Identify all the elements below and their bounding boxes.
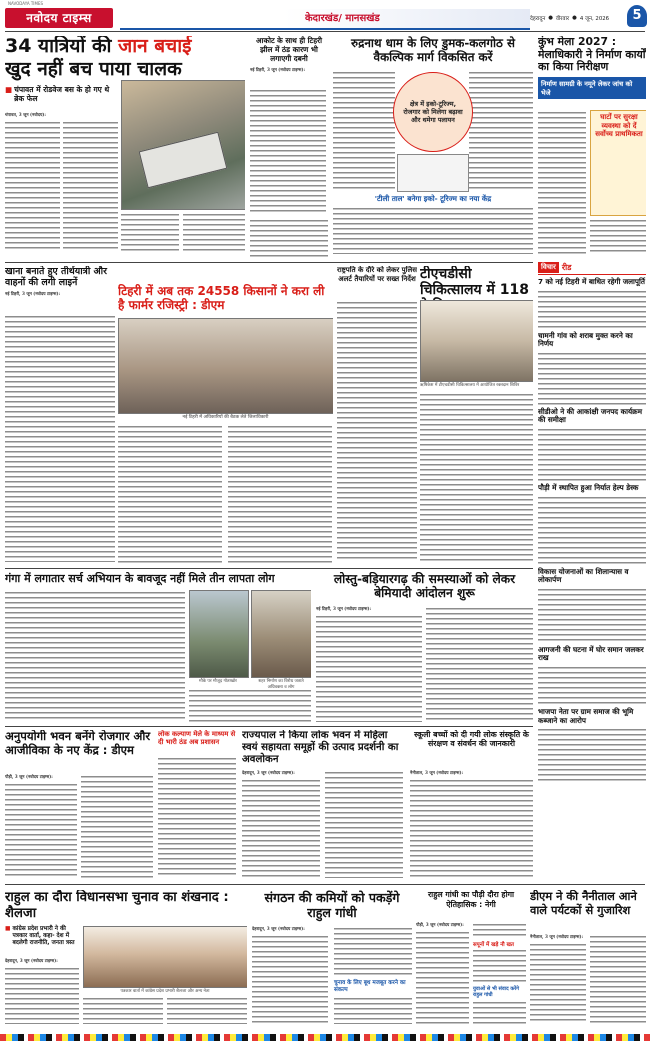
masthead-tiny-edition: NAVODAYA TIMES — [8, 1, 44, 6]
story1-body — [121, 212, 179, 252]
story16-headline: संगठन की कमियों को पकड़ेंगे राहुल गांधी — [264, 890, 400, 920]
boxed-title: घाटों पर सुरक्षा व्यवस्था को दें सर्वोच्च प्राथमिकता — [595, 113, 643, 139]
story16-body — [334, 926, 412, 978]
story9-body — [189, 688, 311, 722]
story6-caption: नई टिहरी में अधिकारियों की बैठक लेते जिलाधिकारी — [182, 415, 269, 420]
dateline-box — [530, 10, 625, 26]
vichar-item-body — [538, 289, 646, 329]
vichar-label: विचार — [538, 262, 559, 273]
story-lostu-movement — [316, 572, 533, 724]
story5-dateline: नई टिहरी, 3 जून (नवोदय टाइम्स): — [5, 291, 61, 297]
story-rahul-pauri — [416, 890, 526, 1026]
date-label: 4 जून, 2026 — [579, 16, 610, 22]
story1-continuation — [250, 218, 328, 258]
story17-body — [473, 922, 526, 938]
story15-body — [167, 996, 247, 1024]
blood-donation-photo — [420, 300, 533, 382]
story8-body — [420, 392, 533, 562]
story11-dateline: पौड़ी, 3 जून (नवोदय टाइम्स): — [5, 774, 53, 779]
story2-body — [250, 88, 326, 214]
story13-headline: राज्यपाल ने किया लोक भवन में महिला स्वयं सहायता समूहों की उत्पाद प्रदर्शनी का अवलोकन — [242, 730, 399, 765]
story6-headline: टिहरी में अब तक 24558 किसानों ने करा ली है फार्मर रजिस्ट्री : डीएम — [118, 284, 325, 312]
bullet-square-icon: ■ — [5, 84, 13, 94]
city-label: देहरादून — [530, 16, 546, 22]
story-blood-donation — [420, 266, 533, 566]
story17-subhead2: युवाओं से भी संवाद करेंगे राहुल गांधी — [473, 986, 520, 998]
story2-dateline: नई टिहरी, 3 जून (नवोदय टाइम्स): — [250, 67, 306, 72]
vichar-item-title: सीडीओ ने की आकांक्षी जनपद कार्यक्रम की समीक्षा — [538, 406, 642, 425]
headline-red: जान बचाई — [118, 36, 192, 57]
story15-body — [83, 996, 163, 1024]
story2-lead: आकोट के साथ ही टिहरी झील में ठंड कारण भी लगाएगी दबनी — [256, 36, 322, 63]
masthead — [0, 0, 650, 30]
weekday-label: वीरवार — [555, 16, 570, 22]
caption-left: मौके पर मौजूद गोताखोर — [199, 679, 237, 684]
separator-dot: ● — [548, 15, 553, 21]
vichar-item-body — [538, 587, 646, 643]
story17-body — [473, 948, 526, 984]
dm-meeting-photo — [118, 318, 333, 414]
vichar-item-title: भाजपा नेता पर ग्राम समाज की भूमि कब्जाने का आरोप — [538, 706, 634, 725]
story8-caption: ऋषिकेश में टीएचडीसी चिकित्सालय में आयोजित रक्तदान शिविर — [420, 383, 520, 388]
press-conference-photo — [83, 926, 247, 988]
story1-body — [5, 120, 60, 250]
story3-body — [333, 70, 395, 190]
highlight-circle — [393, 72, 473, 152]
story9-headline: गंगा में लगातार सर्च अभियान के बावजूद नहीं मिले तीन लापता लोग — [5, 572, 275, 585]
story16-body — [334, 996, 412, 1024]
story10-headline: लोस्तु-बड़ियारगढ़ की समस्याओं को लेकर बेमियादी आंदोलन शुरू — [333, 572, 516, 600]
story13-dateline: देहरादून, 3 जून (नवोदय टाइम्स): — [242, 770, 295, 775]
headline-part1: 34 यात्रियों की — [5, 36, 112, 57]
vichar-item-title: 7 को नई टिहरी में बाधित रहेगी जलापूर्ति — [538, 277, 645, 286]
story-rahul-visit-shailja — [5, 890, 247, 1026]
vichar-item-title: पौड़ी में स्थापित हुआ निर्यात हेल्प डेस्क — [538, 482, 639, 492]
story4-headline: कुंभ मेला 2027 : मेलाधिकारी ने निर्माण कार्यों का किया निरीक्षण — [538, 36, 646, 74]
vichar-item-title: चामनी गांव को शराब मुक्त करने का निर्णय — [538, 330, 633, 349]
story14-headline: स्कूली बच्चों को दी गयी लोक संस्कृति के संरक्षण व संवर्धन की जानकारी — [414, 730, 529, 749]
story-rudranath — [333, 36, 533, 258]
story-lok-kalyan — [158, 730, 238, 880]
story1-body — [63, 120, 118, 250]
story4-body — [538, 110, 586, 254]
divider — [5, 726, 533, 727]
story16-subhead: चुनाव के लिए बूथ मजबूत करने का संकल्प — [334, 980, 406, 993]
story14-body — [410, 778, 533, 878]
bullet-text: कांग्रेस प्रदेश प्रभारी ने की पत्रकार वार्ता, कहा- देश में बदलेगी राजनीति, जनता त्रस्त — [12, 926, 75, 946]
vichar-item-title: विकास योजनाओं का शिलान्यास व लोकार्पण — [538, 566, 629, 585]
vichar-item-body — [538, 427, 646, 481]
bullet-text: चंपावत में रोडवेज बस के हो गए थे ब्रेक फेल — [14, 84, 110, 103]
story-farmer-registry — [118, 284, 333, 566]
story18-dateline: नैनीताल, 3 जून (नवोदय टाइम्स): — [530, 934, 584, 939]
story-president-visit — [337, 266, 417, 566]
story5-headline: खाना बनाते हुए तीर्थयात्री और वाहनों की लगी लाइनें — [5, 266, 107, 289]
vichar-item-title: आगजनी की घटना में घोर समान जलकर राख — [538, 644, 644, 663]
story10-dateline: नई टिहरी, 3 जून (नवोदय टाइम्स): — [316, 606, 372, 611]
story3-inset-box — [397, 154, 469, 192]
vichar-item-body — [538, 495, 646, 565]
story1-bullet — [5, 85, 117, 103]
story-kumbh — [538, 36, 646, 258]
story-governor — [242, 730, 405, 880]
divider — [5, 884, 645, 885]
vichar-column — [538, 262, 646, 902]
story-rahul-organization — [252, 890, 412, 1026]
bus-accident-photo — [121, 80, 245, 210]
masthead-logo — [5, 8, 113, 28]
vichar-item-body — [538, 351, 646, 405]
story10-body — [316, 614, 422, 722]
story1-dateline: चंपावत, 3 जून (नवोदय): — [5, 112, 46, 117]
story4-bar: निर्माण सामग्री के नमूने लेकर जांच को भेजे — [538, 77, 646, 99]
story11-body — [5, 782, 77, 878]
headline-line2: खुद नहीं बच पाया चालक — [5, 58, 182, 81]
story17-body — [473, 1000, 526, 1024]
story5-body — [5, 314, 115, 562]
story-school-culture — [410, 730, 533, 880]
story-unused-buildings — [5, 730, 155, 880]
story3-body — [333, 206, 533, 254]
story-bus-accident — [5, 36, 245, 256]
circle-text: क्षेत्र में इको-टूरिज्म, रोजगार को मिलेगा बढ़ावा और थमेगा पलायन — [403, 100, 463, 124]
edition-title-bar — [120, 9, 530, 30]
story16-body — [252, 934, 328, 1024]
story3-headline: रुद्रनाथ धाम के लिए डुमक-कलगोठ से वैकल्पिक मार्ग विकसित करें — [351, 36, 515, 64]
story15-dateline: देहरादून, 3 जून (नवोदय टाइम्स): — [5, 958, 58, 963]
story11-body — [81, 774, 153, 878]
search-team-photo — [189, 590, 249, 678]
story15-headline: राहुल का दौरा विधानसभा चुनाव का शंखनाद : शैलजा — [5, 890, 229, 921]
story18-headline: डीएम ने की नैनीताल आने वाले पर्यटकों से गुजारिश — [530, 890, 637, 917]
separator-dot: ● — [572, 15, 577, 21]
story7-body — [337, 300, 417, 562]
story13-body — [325, 770, 403, 878]
bullet-square-icon: ■ — [5, 926, 11, 932]
story-ganga-search — [5, 572, 311, 724]
story18-body — [590, 934, 646, 1024]
story15-caption: पत्रकार वार्ता में कांग्रेस प्रदेश प्रभारी शैलजा और अन्य नेता — [120, 989, 210, 994]
story16-dateline: देहरादून, 3 जून (नवोदय टाइम्स): — [252, 926, 305, 931]
bus-shape — [139, 132, 228, 189]
story9-body — [5, 590, 185, 722]
story15-body — [5, 966, 79, 1024]
story15-bullet — [5, 926, 79, 947]
story17-dateline: पौड़ी, 3 जून (नवोदय टाइम्स): — [416, 922, 464, 927]
story-nainital-tourists — [530, 890, 646, 1026]
story6-body — [228, 424, 332, 564]
story17-body — [416, 930, 469, 1024]
divider — [5, 262, 533, 263]
story8-headline: टीएचडीसी चिकित्सालय में 118 — [420, 266, 529, 298]
story18-body — [530, 942, 586, 1024]
edition-title: केदारखंड/ मानसखंड — [305, 13, 380, 24]
color-registration-bar — [0, 1034, 650, 1041]
story12-headline: लोक कल्याण मेले के माध्यम से दी भारी ठंड अब प्रशासन — [158, 730, 236, 747]
story17-headline: राहुल गांधी का पौड़ी दौरा होगा ऐतिहासिक : नेगी — [427, 890, 514, 909]
page-number-badge — [627, 5, 647, 27]
vichar-item-body — [538, 727, 646, 781]
story17-subhead: सपूनों में खड़े नौ खत — [473, 942, 514, 948]
story6-body — [118, 424, 222, 564]
paper-name: नवोदय टाइम्स — [26, 11, 92, 25]
story13-body — [242, 778, 320, 878]
caption-right: शहर निर्माण का विरोध जताते — [258, 679, 304, 684]
story1-body — [183, 212, 245, 252]
story7-headline: राष्ट्रपति के दौरे को लेकर पुलिस अलर्ट तैयारियों पर सख्त निर्देश — [337, 266, 417, 283]
divider — [5, 568, 533, 569]
vichar-header — [538, 262, 646, 275]
vichar-item-body — [538, 665, 646, 705]
story4-body — [590, 218, 646, 254]
story-pilgrims — [5, 266, 115, 566]
story4-boxed-panel — [590, 110, 646, 216]
story11-headline: अनुपयोगी भवन बनेंगे रोजगार और आजीविका के नए केंद्र : डीएम — [5, 730, 151, 757]
masthead-divider — [5, 31, 645, 32]
story3-body — [469, 70, 533, 190]
headline-line1 — [5, 36, 245, 57]
story14-dateline: नैनीताल, 3 जून (नवोदय टाइम्स): — [410, 770, 464, 775]
story12-body — [158, 756, 236, 878]
story10-body — [426, 606, 533, 722]
protest-photo — [251, 590, 311, 678]
vichar-title: रीड — [561, 263, 572, 272]
page-number: 5 — [632, 8, 642, 23]
story3-subhead: 'टीली ताल' बनेगा इको- टूरिज्म का नया केंद्र — [374, 194, 492, 203]
